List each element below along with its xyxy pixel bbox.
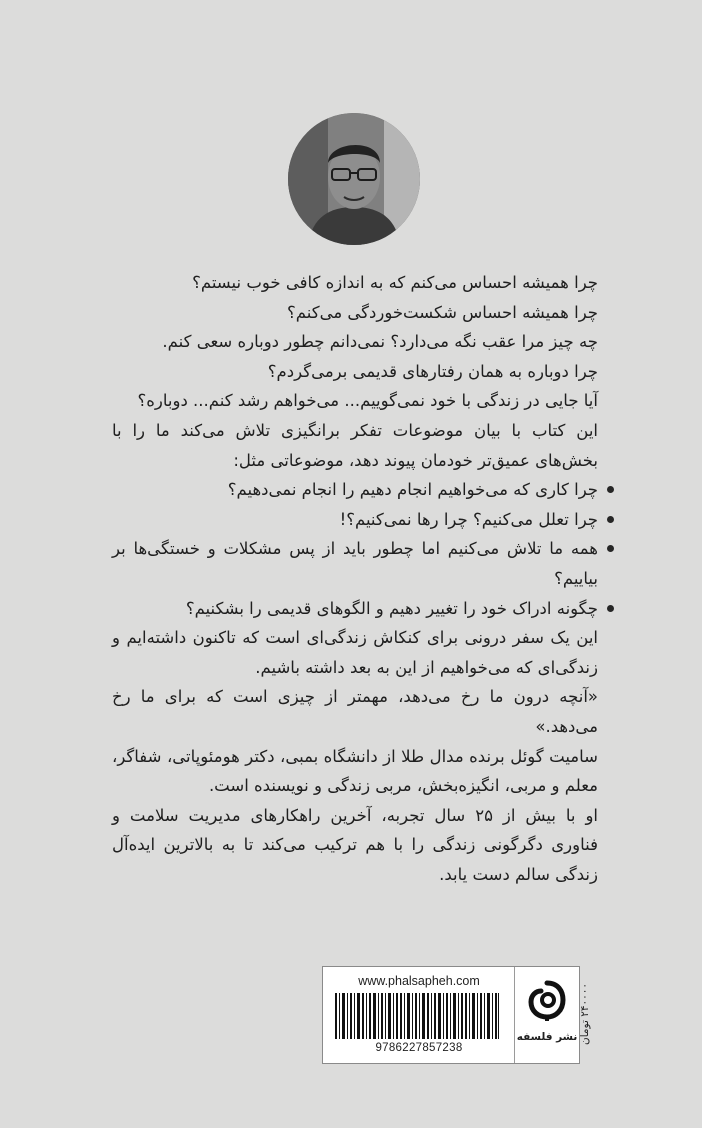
author-photo-icon: [288, 113, 420, 245]
author-bio-2: او با بیش از ۲۵ سال تجربه، آخرین راهکارهای مدیریت سلامت و فناوری دگرگونی زندگی را با هم ترکیب می‌کند تا به بالاترین ایده‌آل زندگی سالم دست یابد.: [112, 805, 598, 884]
list-item: چگونه ادراک خود را تغییر دهیم و الگوهای قدیمی را بشکنیم؟: [112, 594, 598, 624]
list-item: همه ما تلاش می‌کنیم اما چطور باید از پس مشکلات و خستگی‌ها بر بیاییم؟: [112, 534, 598, 593]
question-4: چرا دوباره به همان رفتارهای قدیمی برمی‌گردم؟: [267, 361, 598, 381]
author-bio: سامیت گوئل برنده مدال طلا از دانشگاه بمبی، دکتر هومئوپاتی، شفاگر، معلم و مربی، انگیزه‌بخش، مربی زندگی و نویسنده است.: [112, 746, 598, 796]
publisher-name: نشر فلسفه: [516, 1031, 578, 1043]
topic-list: [112, 475, 598, 623]
quote: «آنچه درون ما رخ می‌دهد، مهمتر از چیزی است که برای ما رخ می‌دهد.»: [112, 687, 598, 736]
website-url[interactable]: www.phalsapheh.com: [358, 974, 480, 988]
list-item: چرا کاری که می‌خواهیم انجام دهیم را انجام نمی‌دهیم؟: [112, 475, 598, 505]
publisher-logo-area: [514, 967, 579, 1063]
question-3: چه چیز مرا عقب نگه می‌دارد؟ نمی‌دانم چطور دوباره سعی کنم.: [162, 332, 598, 352]
author-portrait: [288, 113, 420, 245]
barcode-icon: [335, 993, 499, 1039]
question-1: چرا همیشه احساس می‌کنم که به اندازه کافی خوب نیستم؟: [192, 273, 598, 292]
question-2: چرا همیشه احساس شکست‌خوردگی می‌کنم؟: [287, 302, 598, 322]
journey-paragraph: این یک سفر درونی برای کنکاش زندگی‌ای است که تاکنون داشته‌ایم و زندگی‌ای که می‌خواهیم از این به بعد داشته باشیم.: [112, 628, 598, 677]
intro-paragraph: این کتاب با بیان موضوعات تفکر برانگیزی تلاش می‌کند ما را با بخش‌های عمیق‌تر خودمان پیوند دهد، موضوعاتی مثل:: [112, 420, 598, 470]
publisher-box: [322, 966, 580, 1064]
isbn-number: 9786227857238: [375, 1042, 463, 1054]
blurb: [112, 268, 598, 889]
question-5: آیا جایی در زندگی با خود نمی‌گوییم... می‌خواهم رشد کنم... دوباره؟: [137, 391, 598, 411]
price-label: ۲۴۰۰۰۰ تومان: [579, 982, 591, 1046]
list-item: چرا تعلل می‌کنیم؟ چرا رها نمی‌کنیم؟!: [112, 505, 598, 535]
phalsafeh-logo-icon: [528, 979, 566, 1021]
